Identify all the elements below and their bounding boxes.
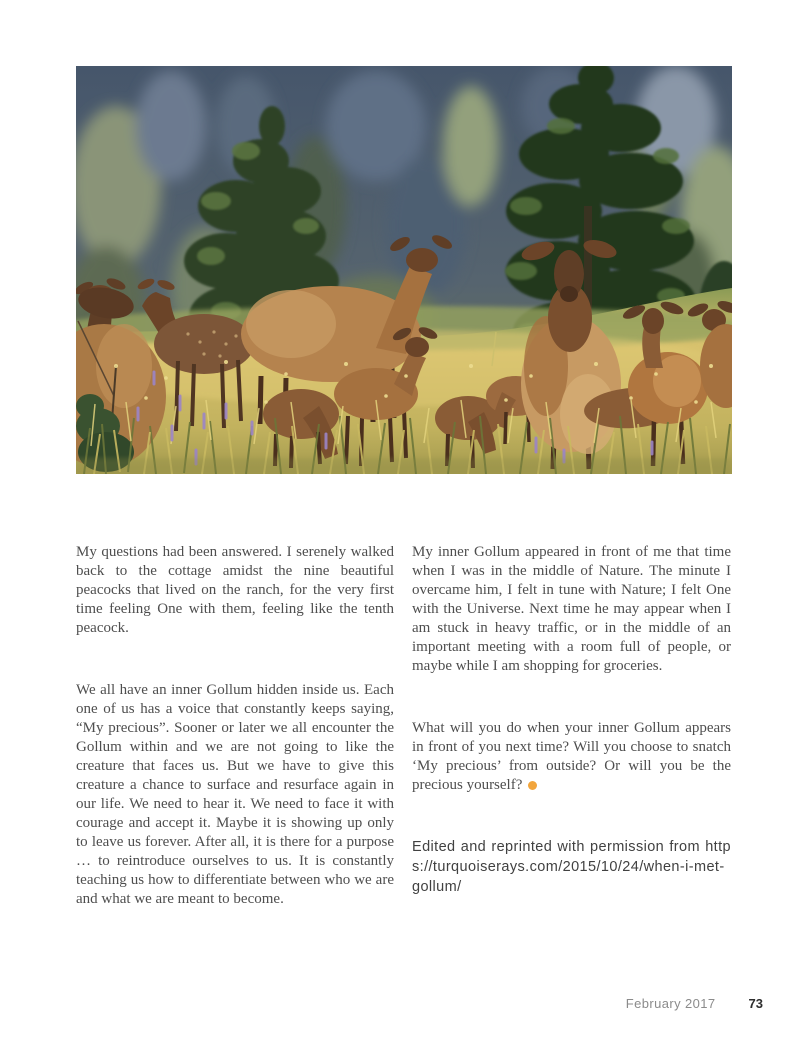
reprint-credit: Edited and reprinted with permission from https://turquoiserays.com/2015/10/24/when-i-met-gollum/ <box>412 839 731 895</box>
article-photo <box>76 66 732 474</box>
page-footer <box>0 996 763 1011</box>
elk-meadow-illustration <box>76 66 732 474</box>
paragraph-closing-question <box>412 719 731 795</box>
issue-date: February 2017 <box>625 996 716 1011</box>
page-number: 73 <box>748 996 763 1011</box>
paragraph-peacocks: My questions had been answered. I serenely walked back to the cottage amidst the nine beautiful peacocks that lived on the ranch, for the very first time feeling One with them, feeling like the tenth peacock. <box>76 544 394 636</box>
closing-question-text: What will you do when your inner Gollum appears in front of you next time? Will you choose to snatch ‘My precious’ from outside? Or will you be the precious yourself? <box>412 720 731 793</box>
paragraph-gollum-appeared: My inner Gollum appeared in front of me that time when I was in the middle of Nature. The minute I overcame him, I felt in tune with Nature; I felt One with the Universe. Next time he may appear when I am stuck in heavy traffic, or in the middle of an important meeting with a room full of people, or maybe while I am shopping for groceries. <box>412 544 731 674</box>
article-end-marker <box>528 781 537 790</box>
article-column-left <box>76 543 394 952</box>
paragraph-inner-gollum: We all have an inner Gollum hidden inside us. Each one of us has a voice that constantly keeps saying, “My precious”. Sooner or later we all encounter the Gollum within and we are not going to like the creature that faces us. But we have to give this creature a chance to surface and resurface again in our life. We need to hear it. We need to face it with courage and accept it. Maybe it is showing up only to leave us forever. After all, it is there for a purpose … to reintroduce ourselves to us. It is constantly teaching us how to differentiate between who we are and what we are meant to become. <box>76 682 394 907</box>
article-column-right <box>412 543 731 897</box>
